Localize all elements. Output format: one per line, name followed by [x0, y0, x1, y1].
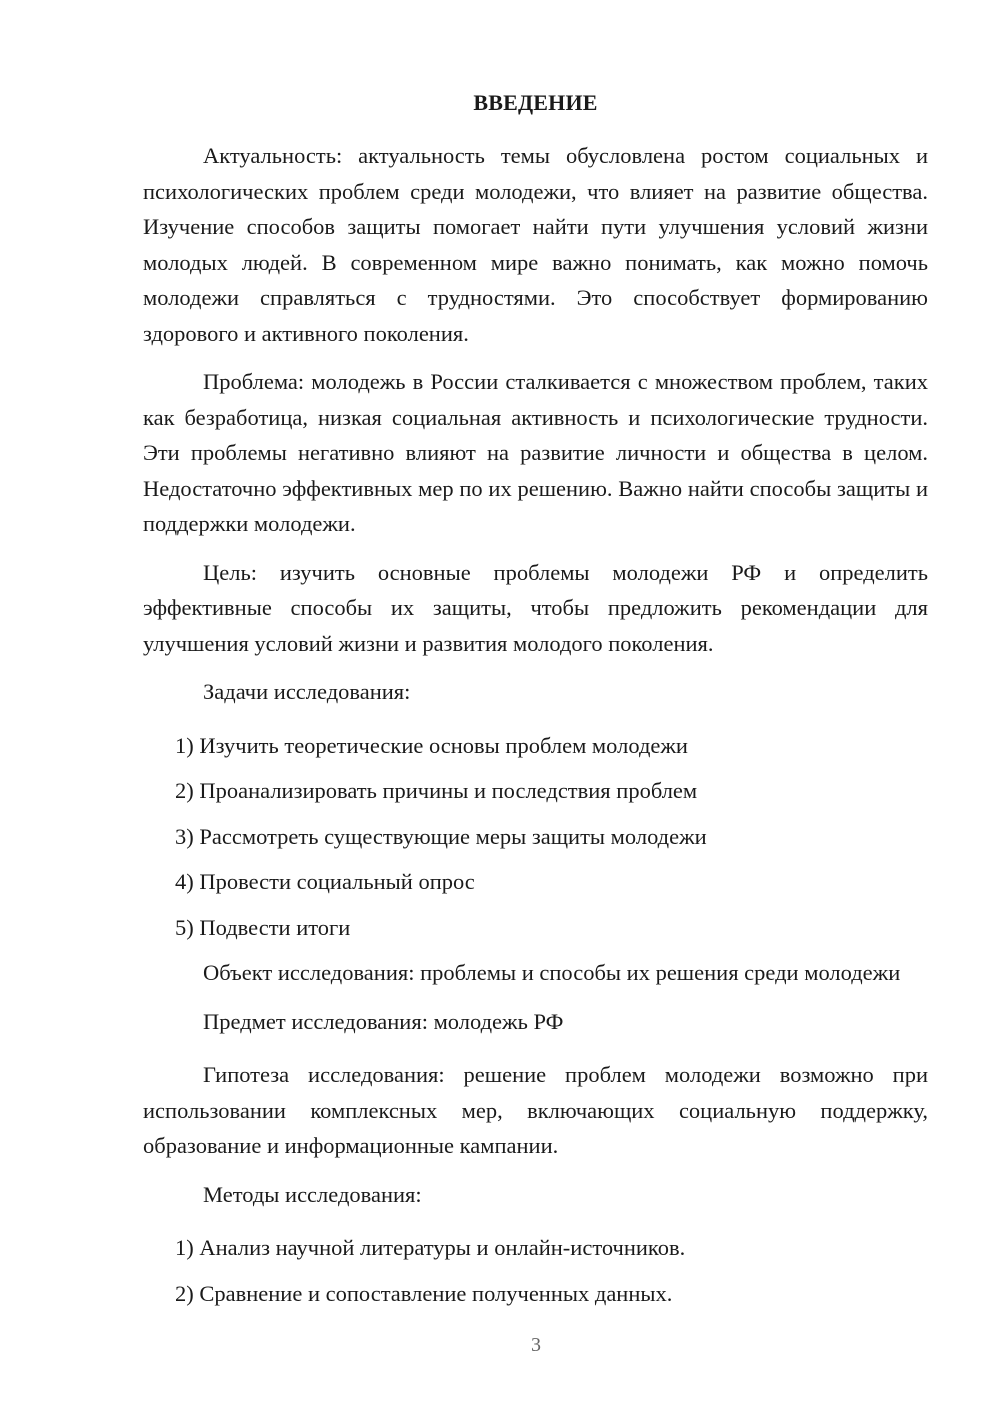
problem-paragraph: Проблема: молодежь в России сталкивается с множеством проблем, таких как безработица, низкая социальная активность и психологические трудности. Эти проблемы негативно влияют на развитие личности и общества в целом. Недостаточно эффективных мер по их решению. Важно найти способы защиты и поддержки молодежи.: [143, 369, 928, 536]
list-item: 3) Рассмотреть существующие меры защиты молодежи: [175, 823, 707, 849]
subject-paragraph: Предмет исследования: молодежь РФ: [203, 1008, 564, 1034]
list-item: 4) Провести социальный опрос: [175, 869, 475, 894]
page-number: 3: [531, 1334, 541, 1356]
section-title: ВВЕДЕНИЕ: [473, 90, 598, 115]
list-item: 1) Анализ научной литературы и онлайн-источников.: [175, 1235, 686, 1260]
object-paragraph: Объект исследования: проблемы и способы их решения среди молодежи: [203, 960, 901, 985]
document-page: [143, 90, 928, 1321]
list-item: 5) Подвести итоги: [175, 914, 351, 940]
list-item: 1) Изучить теоретические основы проблем молодежи: [175, 732, 688, 758]
goal-paragraph: Цель: изучить основные проблемы молодежи РФ и определить эффективные способы их защиты, чтобы предложить рекомендации для улучшения условий жизни и развития молодого поколения.: [143, 559, 928, 656]
tasks-list: [143, 728, 928, 946]
tasks-heading: Задачи исследования:: [203, 679, 411, 704]
list-item: 2) Сравнение и сопоставление полученных данных.: [175, 1280, 673, 1306]
list-item: 2) Проанализировать причины и последствия проблем: [175, 778, 698, 803]
methods-heading: Методы исследования:: [203, 1181, 422, 1207]
methods-list: [143, 1230, 928, 1311]
actuality-paragraph: Актуальность: актуальность темы обусловлена ростом социальных и психологических проблем среди молодежи, что влияет на развитие общества. Изучение способов защиты помогает найти пути улучшения условий жизни молодых людей. В современном мире важно понимать, как можно помочь молодежи справляться с трудностями. Это способствует формированию здорового и активного поколения.: [143, 143, 928, 346]
hypothesis-paragraph: Гипотеза исследования: решение проблем молодежи возможно при использовании комплексных мер, включающих социальную поддержку, образование и информационные кампании.: [143, 1062, 928, 1158]
